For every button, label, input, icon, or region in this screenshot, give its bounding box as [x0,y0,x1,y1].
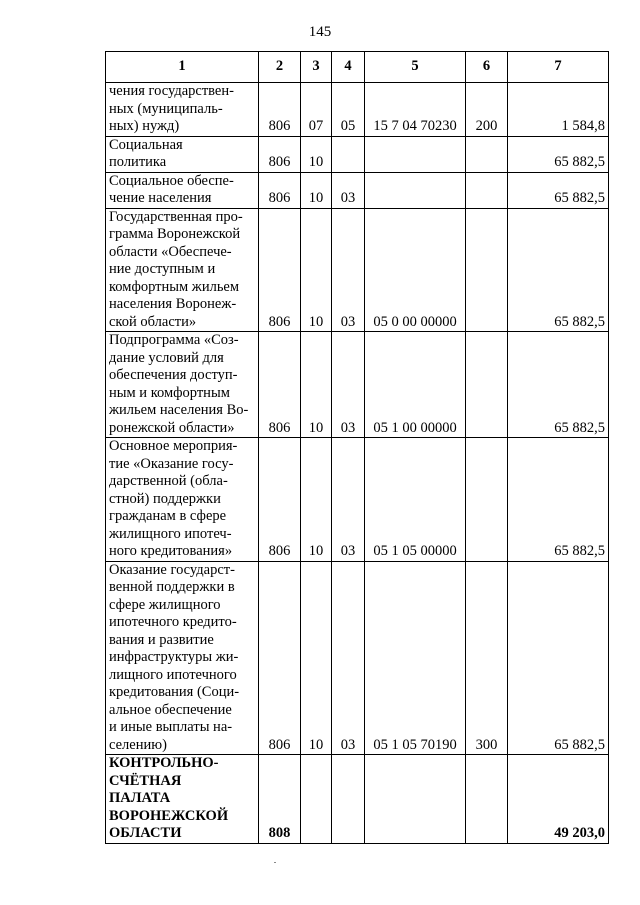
row-vr-cell [466,332,508,438]
table-row [106,208,609,332]
row-gr-cell: 806 [259,438,301,562]
row-gr-cell: 806 [259,208,301,332]
row-vr-cell [466,208,508,332]
row-name-cell: КОНТРОЛЬНО- СЧЁТНАЯ ПАЛАТА ВОРОНЕЖСКОЙ ОБЛАСТИ [106,755,259,844]
header-col-6: 6 [466,52,508,83]
row-sum-cell: 1 584,8 [508,83,609,137]
row-pr-cell: 03 [332,172,365,208]
row-csr-cell [365,136,466,172]
row-pr-cell: 05 [332,83,365,137]
row-vr-cell [466,136,508,172]
row-name-cell: чения государствен- ных (муниципаль- ных) нужд) [106,83,259,137]
header-col-4: 4 [332,52,365,83]
row-gr-cell: 806 [259,136,301,172]
row-name-cell: Оказание государст- венной поддержки в сфере жилищного ипотечного кредито- вания и развитие инфраструктуры жи- лищного ипотечного кредитования (Соци- альное обеспечение и иные выплаты на- селению) [106,561,259,755]
row-pr-cell: 03 [332,561,365,755]
row-csr-cell: 05 1 05 70190 [365,561,466,755]
row-rz-cell: 10 [301,561,332,755]
row-sum-cell: 65 882,5 [508,172,609,208]
header-col-7: 7 [508,52,609,83]
row-vr-cell: 300 [466,561,508,755]
table-row [106,136,609,172]
row-rz-cell: 10 [301,208,332,332]
row-rz-cell: 07 [301,83,332,137]
row-vr-cell [466,438,508,562]
row-sum-cell: 65 882,5 [508,438,609,562]
stray-mark [274,862,276,863]
row-csr-cell [365,755,466,844]
row-name-cell: Социальная политика [106,136,259,172]
row-sum-cell: 49 203,0 [508,755,609,844]
table-row [106,83,609,137]
row-vr-cell: 200 [466,83,508,137]
row-name-cell: Государственная про- грамма Воронежской области «Обеспече- ние доступным и комфортным жильем населения Воронеж- ской области» [106,208,259,332]
row-gr-cell: 808 [259,755,301,844]
row-rz-cell [301,755,332,844]
row-csr-cell: 05 1 00 00000 [365,332,466,438]
row-name-cell: Основное мероприя- тие «Оказание госу- дарственной (обла- стной) поддержки гражданам в сфере жилищного ипотеч- ного кредитования» [106,438,259,562]
row-sum-cell: 65 882,5 [508,136,609,172]
row-sum-cell: 65 882,5 [508,332,609,438]
row-name-cell: Подпрограмма «Соз- дание условий для обеспечения доступ- ным и комфортным жильем населения Во- ронежской области» [106,332,259,438]
row-pr-cell: 03 [332,438,365,562]
row-gr-cell: 806 [259,332,301,438]
table-row [106,755,609,844]
page-number: 145 [308,24,332,40]
row-sum-cell: 65 882,5 [508,208,609,332]
row-gr-cell: 806 [259,561,301,755]
row-vr-cell [466,755,508,844]
header-row [106,52,609,83]
row-name-cell: Социальное обеспе- чение населения [106,172,259,208]
row-pr-cell [332,755,365,844]
row-pr-cell: 03 [332,208,365,332]
row-csr-cell: 15 7 04 70230 [365,83,466,137]
row-sum-cell: 65 882,5 [508,561,609,755]
row-pr-cell [332,136,365,172]
row-rz-cell: 10 [301,332,332,438]
row-rz-cell: 10 [301,136,332,172]
row-vr-cell [466,172,508,208]
row-csr-cell: 05 0 00 00000 [365,208,466,332]
header-col-5: 5 [365,52,466,83]
row-csr-cell: 05 1 05 00000 [365,438,466,562]
header-col-3: 3 [301,52,332,83]
budget-table [105,51,609,844]
table-row [106,332,609,438]
header-col-1: 1 [106,52,259,83]
row-rz-cell: 10 [301,172,332,208]
row-pr-cell: 03 [332,332,365,438]
table-row [106,561,609,755]
header-col-2: 2 [259,52,301,83]
table-row [106,172,609,208]
row-gr-cell: 806 [259,172,301,208]
row-csr-cell [365,172,466,208]
row-rz-cell: 10 [301,438,332,562]
table-row [106,438,609,562]
table-body [106,83,609,844]
row-gr-cell: 806 [259,83,301,137]
